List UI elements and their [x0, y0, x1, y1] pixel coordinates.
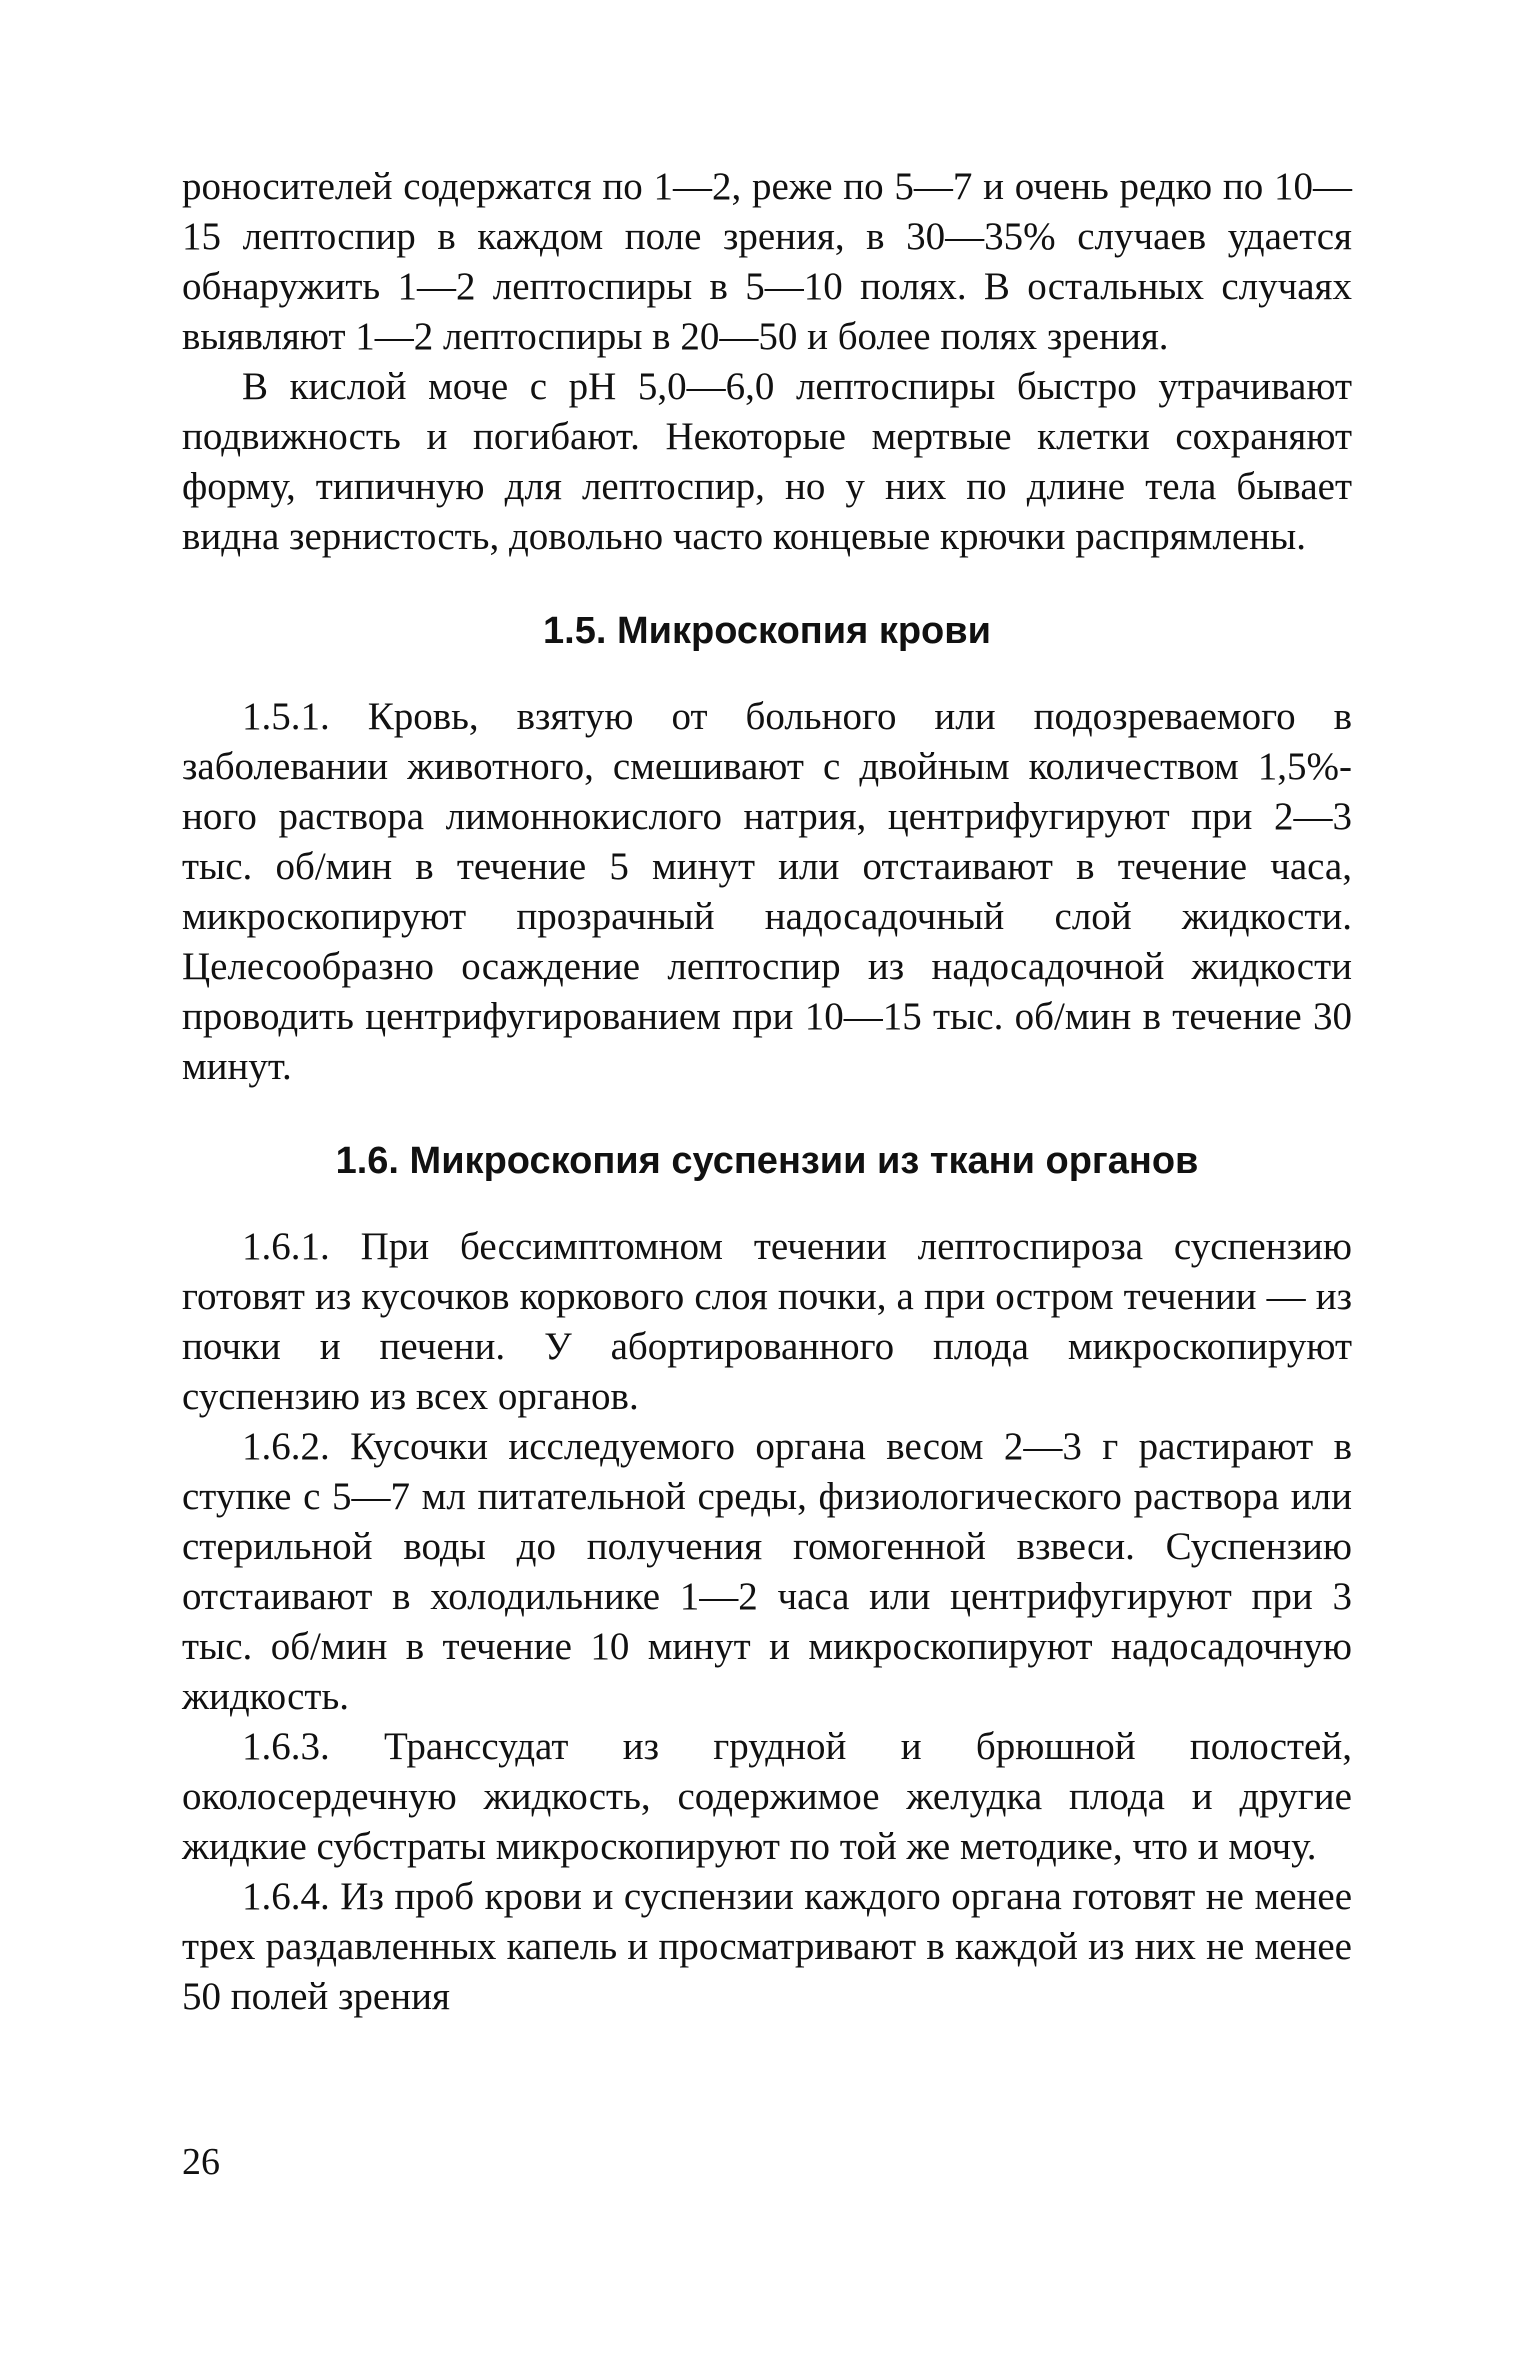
section-heading-1-5: 1.5. Микроскопия крови	[543, 610, 991, 652]
paragraph-continued: роносителей содержатся по 1—2, реже по 5—7 и очень редко по 10—15 лептоспир в каждом поле зрения, в 30—35% случаев удается обнаружить 1—2 лептоспиры в 5—10 полях. В остальных случаях выявляют 1—2 лептоспиры в 20—50 и более полях зрения.	[182, 165, 1352, 358]
page-body	[182, 162, 1352, 2022]
page-number: 26	[182, 2141, 220, 2183]
paragraph-acidic-urine: В кислой моче с pH 5,0—6,0 лептоспиры быстро утрачивают подвижность и погибают. Некоторые мертвые клетки сохраняют форму, типичную для лептоспир, но у них по длине тела бывает видна зернистость, довольно часто концевые крючки распрямлены.	[182, 365, 1352, 558]
paragraph-1-6-2: 1.6.2. Кусочки исследуемого органа весом 2—3 г растирают в ступке с 5—7 мл питательной среды, физиологического раствора или стерильной воды до получения гомогенной взвеси. Суспензию отстаивают в холодильнике 1—2 часа или центрифугируют при 3 тыс. об/мин в течение 10 минут и микроскопируют надосадочную жидкость.	[182, 1425, 1352, 1718]
paragraph-1-6-1: 1.6.1. При бессимптомном течении лептоспироза суспензию готовят из кусочков коркового слоя почки, а при остром течении — из почки и печени. У абортированного плода микроскопируют суспензию из всех органов.	[182, 1225, 1352, 1418]
section-heading-1-6: 1.6. Микроскопия суспензии из ткани органов	[335, 1140, 1199, 1182]
paragraph-1-6-3: 1.6.3. Транссудат из грудной и брюшной полостей, околосердечную жидкость, содержимое желудка плода и другие жидкие субстраты микроскопируют по той же методике, что и мочу.	[182, 1725, 1352, 1868]
paragraph-1-6-4: 1.6.4. Из проб крови и суспензии каждого органа готовят не менее трех раздавленных капель и просматривают в каждой из них не менее 50 полей зрения	[182, 1875, 1352, 2018]
paragraph-1-5-1: 1.5.1. Кровь, взятую от больного или подозреваемого в заболевании животного, смешивают с двойным количеством 1,5%-ного раствора лимоннокислого натрия, центрифугируют при 2—3 тыс. об/мин в течение 5 минут или отстаивают в течение часа, микроскопируют прозрачный надосадочный слой жидкости. Целесообразно осаждение лептоспир из надосадочной жидкости проводить центрифугированием при 10—15 тыс. об/мин в течение 30 минут.	[182, 695, 1352, 1088]
